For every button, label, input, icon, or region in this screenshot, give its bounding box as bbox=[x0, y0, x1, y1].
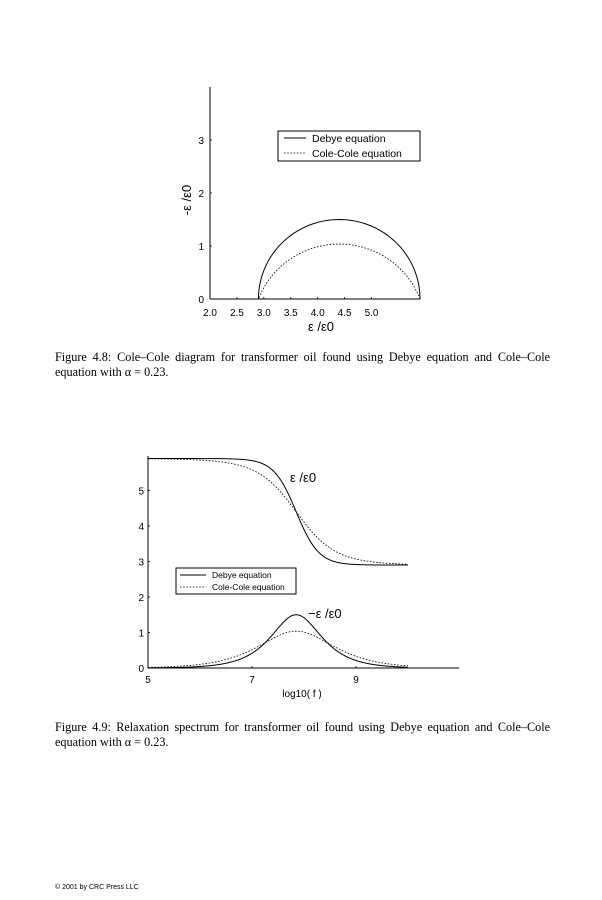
fig1-y-axis-label: -ε /ε0 bbox=[179, 184, 194, 216]
figure-4-8-caption: Figure 4.8: Cole–Cole diagram for transformer oil found using Debye equation and Cole–Cole equation with α = 0.23. bbox=[55, 350, 550, 379]
fig1-x-axis-label: ε /ε0 bbox=[307, 319, 335, 334]
fig1-x-tick-label: 5.0 bbox=[364, 308, 379, 319]
fig1-y-tick-label: 0 bbox=[198, 295, 204, 306]
fig2-y-tick-label: 4 bbox=[138, 522, 144, 533]
fig2-y-tick-label: 1 bbox=[138, 628, 144, 640]
fig2-series bbox=[148, 459, 408, 668]
fig2-legend-debye: Debye equation bbox=[212, 570, 272, 580]
fig2-x-tick-label: 5 bbox=[145, 675, 151, 686]
fig1-x-tick-label: 3.5 bbox=[283, 308, 298, 319]
fig1-y-tick-label: 2 bbox=[198, 189, 204, 200]
fig2-legend-colecole: Cole-Cole equation bbox=[212, 582, 285, 592]
fig2-annotation-imag: −ε /ε0 bbox=[308, 606, 342, 621]
fig2-y-tick-label: 0 bbox=[138, 664, 144, 675]
fig2-y-tick-label: 2 bbox=[138, 593, 144, 604]
fig2-debye-real-curve bbox=[148, 459, 408, 565]
fig1-x-tick-label: 4.0 bbox=[310, 308, 325, 319]
fig1-legend-debye: Debye equation bbox=[312, 133, 386, 145]
fig2-colecole-real-curve bbox=[148, 459, 408, 564]
fig2-annotation-real: ε /ε0 bbox=[290, 470, 317, 485]
fig1-legend-colecole: Cole-Cole equation bbox=[312, 148, 402, 160]
fig1-x-tick-label: 2.5 bbox=[229, 308, 244, 319]
fig1-x-tick-label: 3.0 bbox=[256, 308, 271, 319]
fig2-y-tick-label: 3 bbox=[138, 557, 144, 569]
fig1-y-tick-label: 1 bbox=[198, 242, 204, 253]
fig2-axes bbox=[148, 456, 459, 668]
fig2-x-axis-label: log10( f ) bbox=[282, 689, 322, 700]
figure-4-9-caption: Figure 4.9: Relaxation spectrum for transformer oil found using Debye equation and Cole–Cole equation with α = 0.23. bbox=[55, 720, 550, 749]
fig2-x-ticks bbox=[145, 666, 359, 686]
fig1-x-tick-label: 2.0 bbox=[203, 308, 217, 319]
fig2-legend bbox=[176, 568, 296, 594]
fig1-y-tick-label: 3 bbox=[198, 136, 204, 147]
copyright-footer: © 2001 by CRC Press LLC bbox=[55, 884, 139, 891]
fig2-colecole-imag-curve bbox=[148, 631, 408, 667]
fig2-y-tick-label: 5 bbox=[138, 486, 144, 498]
fig2-x-tick-label: 9 bbox=[353, 675, 359, 686]
fig1-x-tick-label: 4.5 bbox=[337, 308, 352, 319]
fig2-x-tick-label: 7 bbox=[249, 675, 255, 686]
